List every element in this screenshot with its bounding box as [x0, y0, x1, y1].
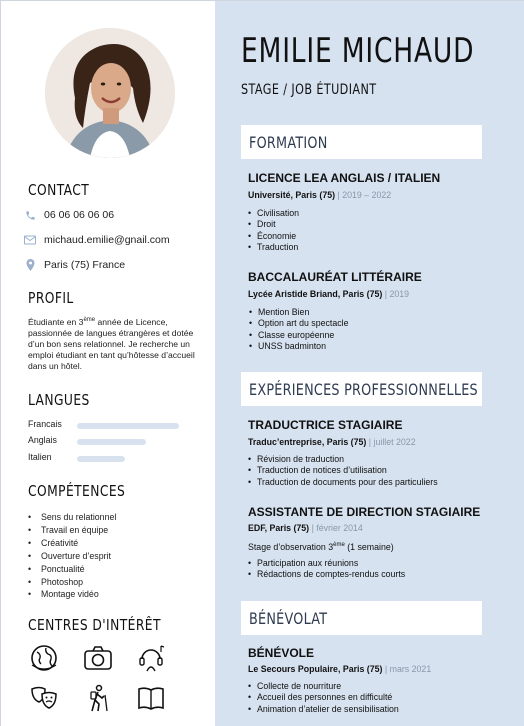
email-text: michaud.emilie@gnail.com [44, 234, 170, 246]
candidate-name: EMILIE MICHAUD [241, 31, 475, 71]
competences-heading: COMPÉTENCES [28, 482, 126, 500]
hiking-icon [83, 683, 113, 713]
entry-title: TRADUCTRICE STAGIAIRE [248, 418, 403, 432]
skill-item: • Sens du relationnel [28, 511, 116, 524]
entry-separator: | [384, 664, 388, 674]
profil-sup: ème [83, 317, 96, 324]
bullet-item: • Économie [248, 231, 299, 242]
language-label: Italien [28, 452, 52, 462]
entry-place: EDF, Paris (75) [248, 523, 310, 533]
entry-separator: | [337, 190, 340, 200]
skill-item: • Ponctualité [28, 563, 116, 576]
entry-place: Traduc’entreprise, Paris (75) [248, 437, 367, 447]
skill-item: • Ouverture d’esprit [28, 550, 116, 563]
entry-title: BÉNÉVOLE [248, 646, 315, 660]
entry-separator: | [311, 523, 314, 533]
entry-separator: | [384, 289, 388, 299]
bullet-item: • Traduction de documents pour des particuliers [248, 477, 438, 488]
bullet-item: • Accueil des personnes en difficulté [248, 692, 399, 703]
entry-place: Lycée Aristide Briand, Paris (75) [248, 289, 383, 299]
skill-item: • Montage vidéo [28, 588, 116, 601]
entry-note-text: Stage d’observation 3 [248, 542, 334, 552]
skill-item: • Photoshop [28, 576, 116, 589]
entry-note-sup: ème [333, 542, 345, 549]
entry-date: 2019 [389, 289, 410, 299]
entry-place: Le Secours Populaire, Paris (75) [248, 664, 383, 674]
entry-bullets [248, 681, 399, 715]
book-icon [136, 683, 166, 713]
language-level-bar [77, 456, 125, 462]
music-listening-icon [136, 643, 166, 673]
entry-meta [248, 437, 416, 447]
bullet-item: • Mention Bien [249, 307, 348, 318]
entry-bullets [248, 558, 405, 581]
location-text: Paris (75) France [44, 259, 126, 271]
language-label: Anglais [28, 435, 57, 445]
langues-heading: LANGUES [28, 391, 90, 409]
bullet-item: • Collecte de nourriture [248, 681, 399, 692]
theater-masks-icon [29, 683, 59, 713]
entry-note [248, 542, 394, 552]
entry-bullets [249, 307, 348, 353]
entry-bullets [248, 454, 438, 488]
bullet-item: • Rédactions de comptes-rendus courts [248, 569, 405, 580]
bullet-item: • UNSS badminton [249, 341, 348, 352]
contact-location [23, 258, 125, 272]
candidate-subtitle: STAGE / JOB ÉTUDIANT [241, 82, 377, 98]
bullet-item: • Civilisation [248, 208, 299, 219]
entry-title: BACCALAURÉAT LITTÉRAIRE [248, 270, 422, 284]
envelope-icon [23, 233, 37, 247]
bullet-item: • Révision de traduction [248, 454, 438, 465]
entry-place: Université, Paris (75) [248, 190, 336, 200]
bullet-item: • Option art du spectacle [249, 318, 348, 329]
contact-heading: CONTACT [28, 181, 90, 199]
bullet-item: • Participation aux réunions [248, 558, 405, 569]
left-column [1, 1, 215, 726]
language-level-bar [77, 439, 146, 445]
benevolat-heading: BÉNÉVOLAT [249, 609, 328, 628]
skill-item: • Créativité [28, 537, 116, 550]
globe-icon [29, 643, 59, 673]
entry-meta [248, 289, 409, 299]
experiences-band [241, 372, 482, 406]
profil-text-part: Étudiante en 3 [28, 317, 84, 327]
entry-meta [248, 190, 391, 200]
language-label: Francais [28, 419, 62, 429]
entry-note-rest: (1 semaine) [344, 542, 394, 552]
entry-bullets [248, 208, 299, 254]
contact-email [23, 233, 170, 247]
entry-title: ASSISTANTE DE DIRECTION STAGIAIRE [248, 505, 481, 519]
bullet-item: • Traduction [248, 242, 299, 253]
profil-text-rest: année de Licence, passionnée de langues étrangères et dotée d’un bon sens relationnel. Je recherche un emploi étudiant en tant qu’hôtesse d’accueil dans un hôtel. [28, 317, 195, 371]
phone-text: 06 06 06 06 06 [44, 209, 115, 221]
skills-list [28, 511, 116, 601]
skill-item: • Travail en équipe [28, 524, 116, 537]
profil-text [28, 317, 200, 372]
bullet-item: • Animation d’atelier de sensibilisation [248, 704, 399, 715]
formation-band [241, 125, 482, 159]
bullet-item: • Traduction de notices d’utilisation [248, 465, 438, 476]
profil-heading: PROFIL [28, 289, 74, 307]
bullet-item: • Classe européenne [249, 330, 348, 341]
formation-heading: FORMATION [249, 133, 328, 152]
contact-phone [23, 208, 114, 222]
bullet-item: • Droit [248, 219, 299, 230]
phone-icon [23, 208, 37, 222]
profile-photo [45, 28, 175, 158]
entry-meta [248, 523, 363, 533]
camera-icon [83, 643, 113, 673]
language-level-bar [77, 423, 179, 429]
location-pin-icon [23, 258, 37, 272]
entry-date: mars 2021 [389, 664, 432, 674]
entry-separator: | [368, 437, 372, 447]
entry-date: 2019 – 2022 [342, 190, 392, 200]
entry-date: juillet 2022 [373, 437, 416, 447]
entry-date: février 2014 [316, 523, 363, 533]
benevolat-band [241, 601, 482, 635]
interets-heading: CENTRES D'INTÉRÊT [28, 616, 161, 634]
entry-meta [248, 664, 431, 674]
experiences-heading: EXPÉRIENCES PROFESSIONNELLES [249, 380, 478, 399]
entry-title: LICENCE LEA ANGLAIS / ITALIEN [248, 171, 441, 185]
